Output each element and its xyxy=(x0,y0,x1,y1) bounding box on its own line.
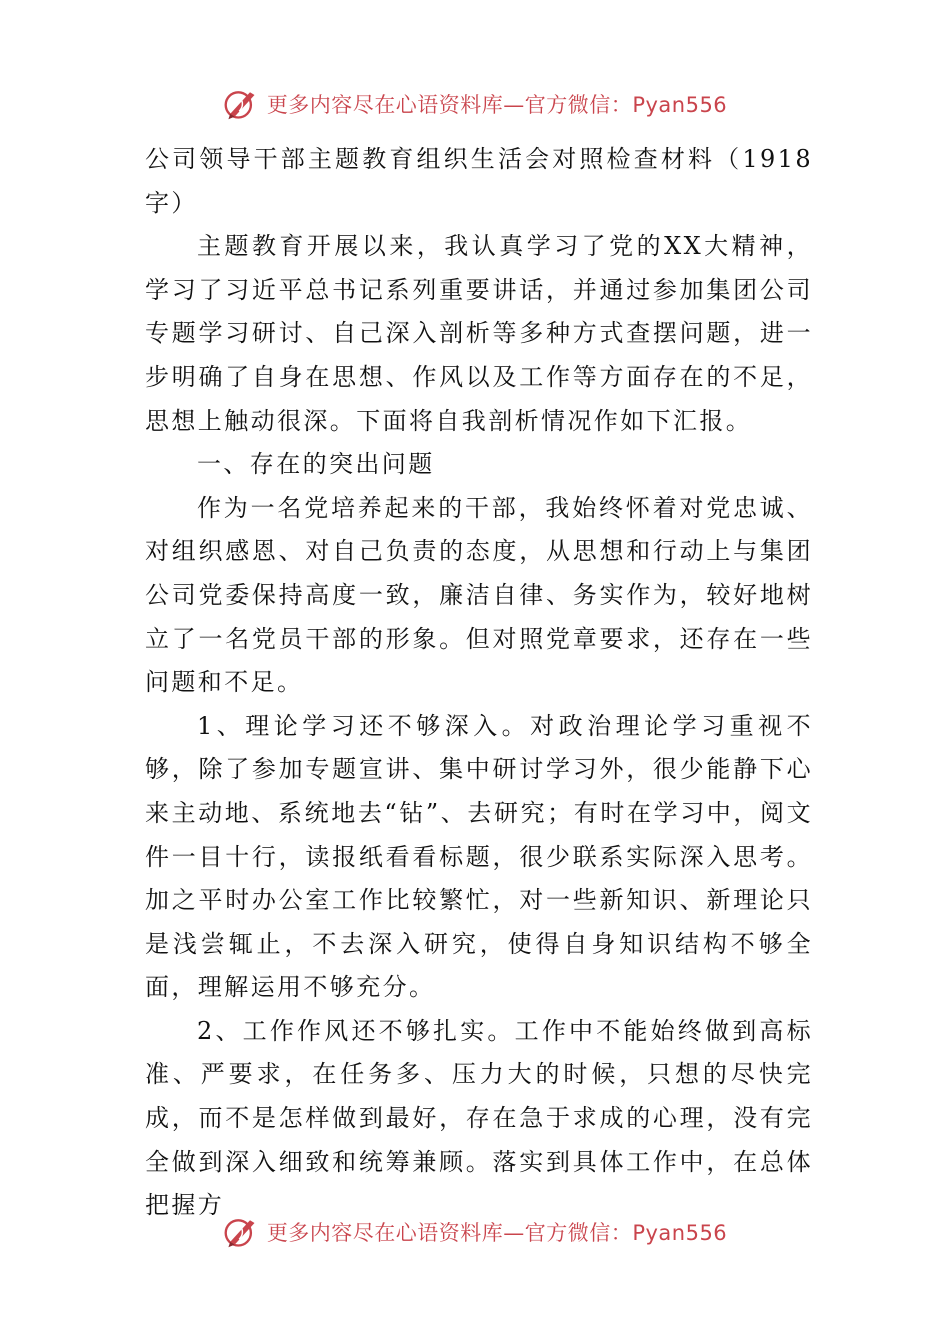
header-watermark-banner xyxy=(0,82,950,126)
paragraph-overview: 作为一名党培养起来的干部，我始终怀着对党忠诚、对组织感恩、对自己负责的态度，从思想和行动上与集团公司党委保持高度一致，廉洁自律、务实作为，较好地树立了一名党员干部的形象。但对照党章要求，还存在一些问题和不足。 xyxy=(145,493,813,697)
section-heading: 一、存在的突出问题 xyxy=(197,450,435,479)
watermark-text: 更多内容尽在心语资料库—官方微信：Pyan556 xyxy=(266,1221,728,1245)
wechat-handle: Pyan556 xyxy=(632,1221,728,1245)
paragraph-item-2: 2、工作作风还不够扎实。工作中不能始终做到高标准、严要求，在任务多、压力大的时候，只想的尽快完成，而不是怎样做到最好，存在急于求成的心理，没有完全做到深入细致和统筹兼顾。落实到具体工作中，在总体把握方 xyxy=(145,1016,813,1220)
pen-logo-icon xyxy=(223,1214,259,1250)
watermark-text: 更多内容尽在心语资料库—官方微信：Pyan556 xyxy=(266,93,728,117)
document-title: 公司领导干部主题教育组织生活会对照检查材料（1918字） xyxy=(145,145,813,217)
paragraph-item-1: 1、理论学习还不够深入。对政治理论学习重视不够，除了参加专题宣讲、集中研讨学习外，很少能静下心来主动地、系统地去“钻”、去研究；有时在学习中，阅文件一目十行，读报纸看看标题，很少联系实际深入思考。加之平时办公室工作比较繁忙，对一些新知识、新理论只是浅尝辄止，不去深入研究，使得自身知识结构不够全面，理解运用不够充分。 xyxy=(145,711,813,1002)
footer-watermark-banner xyxy=(0,1210,950,1254)
paragraph-intro: 主题教育开展以来，我认真学习了党的XX大精神，学习了习近平总书记系列重要讲话，并通过参加集团公司专题学习研讨、自己深入剖析等多种方式查摆问题，进一步明确了自身在思想、作风以及工作等方面存在的不足，思想上触动很深。下面将自我剖析情况作如下汇报。 xyxy=(145,232,813,435)
pen-logo-icon xyxy=(223,86,259,122)
document-body xyxy=(145,138,813,1228)
wechat-handle: Pyan556 xyxy=(632,93,728,117)
